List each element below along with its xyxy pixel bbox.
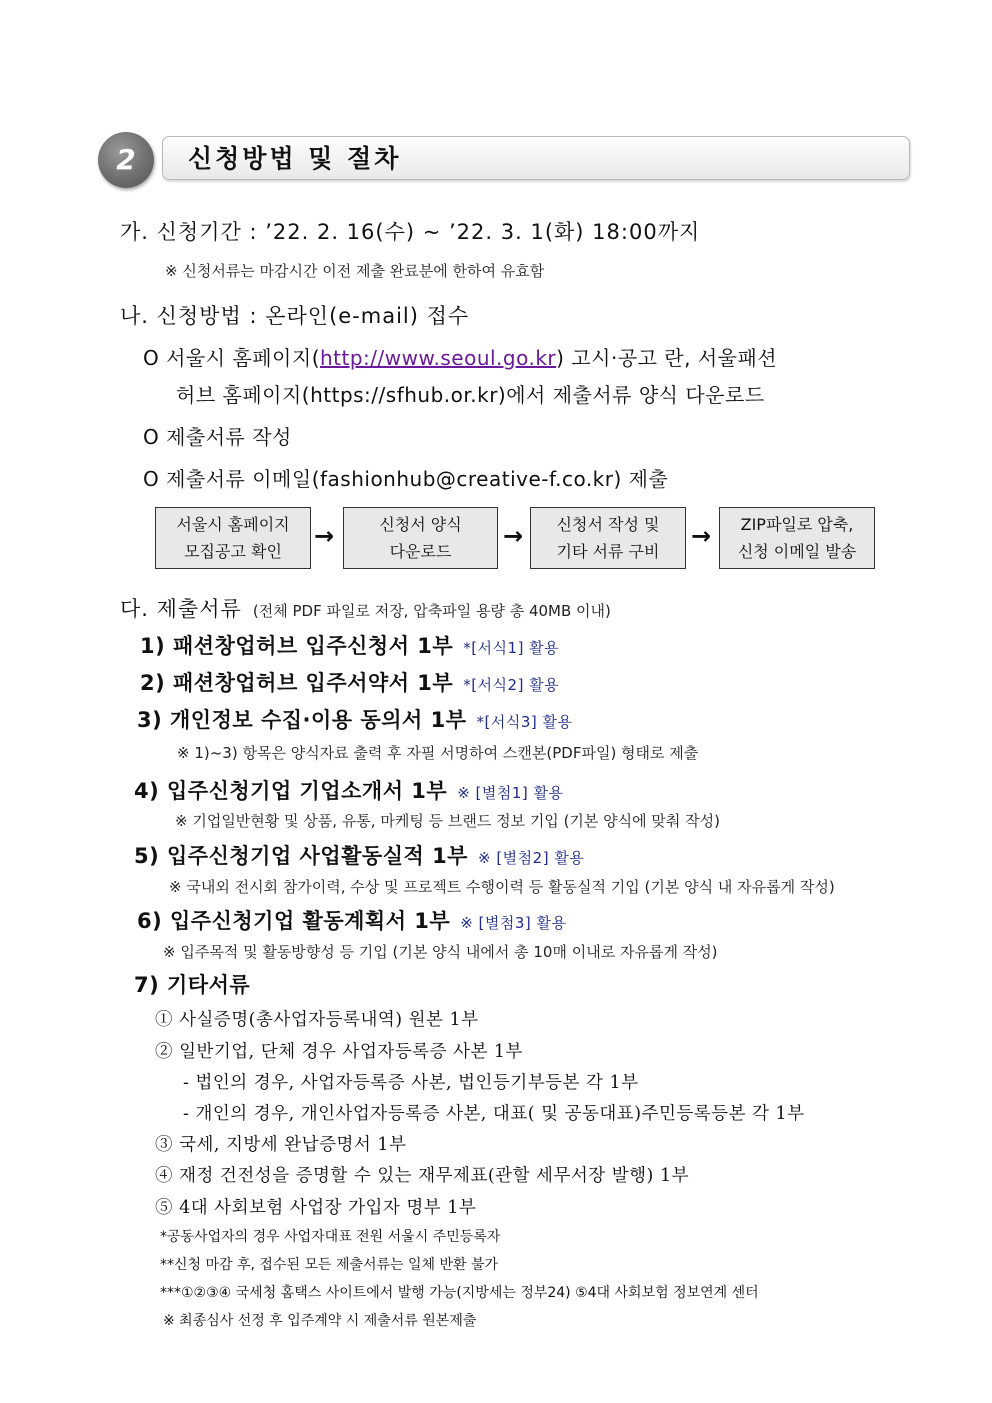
flow-step-4-line2: 신청 이메일 발송 — [737, 542, 857, 561]
flow-step-3-line1: 신청서 작성 및 — [556, 515, 660, 534]
doc-item-3-label: 3) 개인정보 수집·이용 동의서 1부 — [137, 708, 467, 732]
footnote-2: **신청 마감 후, 접수된 모든 제출서류는 일체 반환 불가 — [160, 1257, 499, 1273]
doc-item-2-label: 2) 패션창업허브 입주서약서 1부 — [140, 671, 454, 695]
flow-arrow-icon: → — [503, 522, 524, 550]
other-doc-5: ⑤ 4대 사회보험 사업장 가입자 명부 1부 — [155, 1198, 477, 1218]
flow-step-1-line2: 모집공고 확인 — [184, 542, 282, 561]
seoul-homepage-link[interactable]: http://www.seoul.go.kr — [320, 346, 557, 370]
period-note: ※ 신청서류는 마감시간 이전 제출 완료분에 한하여 유효함 — [165, 262, 545, 280]
doc-item-4-label: 4) 입주신청기업 기업소개서 1부 — [134, 779, 448, 803]
other-doc-2a: - 법인의 경우, 사업자등록증 사본, 법인등기부등본 각 1부 — [183, 1073, 639, 1093]
flow-step-2-line2: 다운로드 — [389, 542, 452, 561]
section-title: 신청방법 및 절차 — [188, 144, 402, 173]
documents-subtitle: (전체 PDF 파일로 저장, 압축파일 용량 총 40MB 이내) — [252, 602, 611, 620]
doc-item-5-label: 5) 입주신청기업 사업활동실적 1부 — [134, 844, 468, 868]
method-heading: 나. 신청방법 : 온라인(e-mail) 접수 — [120, 304, 470, 328]
bullet-text-post: ) 고시·공고 란, 서울패션 — [556, 346, 778, 370]
doc-item-3 — [137, 704, 572, 734]
flow-step-2-line1: 신청서 양식 — [379, 515, 462, 534]
footnote-1: *공동사업자의 경우 사업자대표 전원 서울시 주민등록자 — [160, 1229, 501, 1245]
other-doc-3: ③ 국세, 지방세 완납증명서 1부 — [155, 1135, 407, 1155]
doc-item-7-label: 7) 기타서류 — [134, 973, 251, 997]
doc-item-6-note: ※ [별첨3] 활용 — [460, 914, 567, 932]
method-bullet-email: O 제출서류 이메일(fashionhub@creative-f.co.kr) 제출 — [143, 467, 669, 491]
doc-item-1-note: *[서식1] 활용 — [463, 639, 560, 657]
doc-item-6 — [137, 905, 567, 935]
flow-step-1 — [155, 507, 311, 569]
doc-item-1 — [140, 630, 559, 660]
flow-step-4 — [719, 507, 875, 569]
bullet-text-pre: O 서울시 홈페이지( — [143, 346, 320, 370]
flow-arrow-icon: → — [691, 522, 712, 550]
doc-item-3-note: *[서식3] 활용 — [476, 713, 573, 731]
method-bullet-homepage-line2: 허브 홈페이지(https://sfhub.or.kr)에서 제출서류 양식 다운로드 — [176, 383, 765, 407]
flow-step-4-line1: ZIP파일로 압축, — [740, 515, 854, 534]
other-doc-2: ② 일반기업, 단체 경우 사업자등록증 사본 1부 — [155, 1042, 523, 1062]
documents-heading — [120, 593, 611, 623]
method-bullet-homepage — [143, 342, 777, 371]
other-doc-4: ④ 재정 건전성을 증명할 수 있는 재무제표(관할 세무서장 발행) 1부 — [155, 1166, 689, 1186]
doc-item-5-note: ※ [별첨2] 활용 — [477, 849, 585, 867]
doc-item-5 — [134, 840, 584, 870]
other-doc-1: ① 사실증명(총사업자등록내역) 원본 1부 — [155, 1010, 479, 1030]
doc-item-2-note: *[서식2] 활용 — [463, 676, 560, 694]
doc-item-4-note: ※ [별첨1] 활용 — [457, 784, 564, 802]
footnote-3: ***①②③④ 국세청 홈택스 사이트에서 발행 가능(지방세는 정부24) ⑤4대 사회보험 정보연계 센터 — [160, 1285, 759, 1301]
flow-step-1-line1: 서울시 홈페이지 — [176, 515, 290, 534]
doc-note-4: ※ 기업일반현황 및 상품, 유통, 마케팅 등 브랜드 정보 기입 (기본 양식에 맞춰 작성) — [175, 812, 720, 830]
doc-note-1-3: ※ 1)~3) 항목은 양식자료 출력 후 자필 서명하여 스캔본(PDF파일) 형태로 제출 — [177, 744, 699, 762]
flow-step-3-line2: 기타 서류 구비 — [556, 542, 660, 561]
doc-item-2 — [140, 667, 559, 697]
period-heading: 가. 신청기간 : ’22. 2. 16(수) ~ ’22. 3. 1(화) 18:00까지 — [120, 220, 701, 244]
section-number-badge: 2 — [98, 132, 154, 188]
doc-item-6-label: 6) 입주신청기업 활동계획서 1부 — [137, 909, 451, 933]
flow-step-2 — [343, 507, 498, 569]
doc-note-6: ※ 입주목적 및 활동방향성 등 기입 (기본 양식 내에서 총 10매 이내로 자유롭게 작성) — [163, 943, 718, 961]
doc-item-4 — [134, 775, 564, 805]
doc-note-5: ※ 국내외 전시회 참가이력, 수상 및 프로젝트 수행이력 등 활동실적 기입 (기본 양식 내 자유롭게 작성) — [169, 878, 835, 896]
footnote-4: ※ 최종심사 선정 후 입주계약 시 제출서류 원본제출 — [163, 1313, 477, 1329]
other-doc-2b: - 개인의 경우, 개인사업자등록증 사본, 대표( 및 공동대표)주민등록등본 각 1부 — [183, 1104, 805, 1124]
documents-title: 다. 제출서류 — [120, 597, 242, 621]
flow-step-3 — [530, 507, 686, 569]
method-bullet-write: O 제출서류 작성 — [143, 425, 292, 449]
doc-item-7 — [134, 969, 250, 999]
doc-item-1-label: 1) 패션창업허브 입주신청서 1부 — [140, 634, 454, 658]
flow-arrow-icon: → — [314, 522, 335, 550]
